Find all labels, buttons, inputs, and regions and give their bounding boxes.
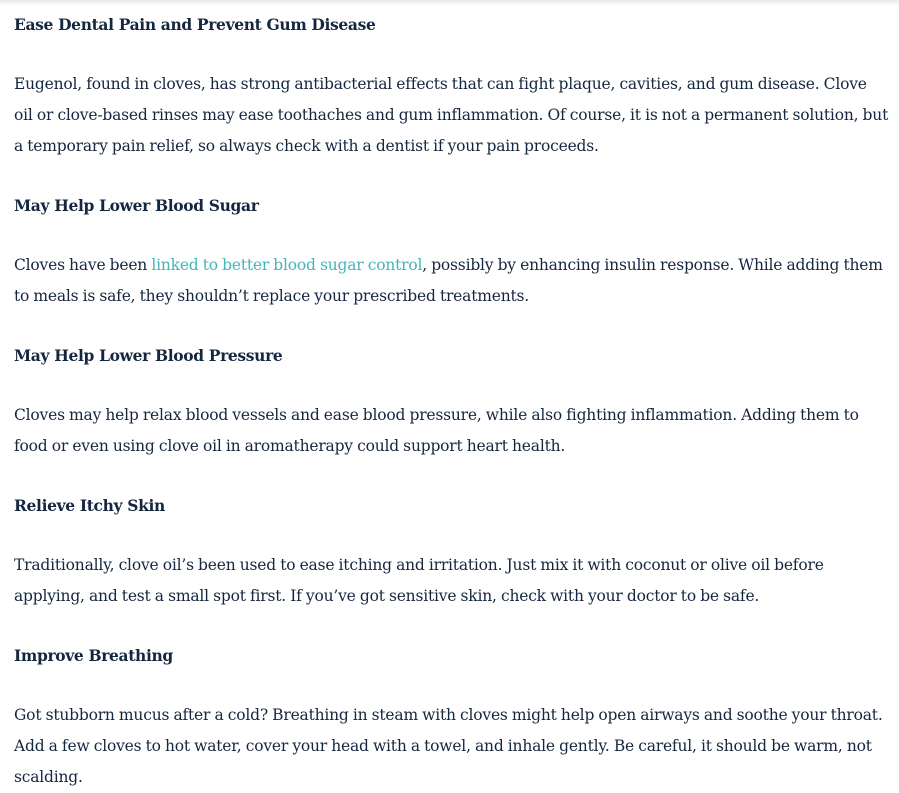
blood-sugar-study-link[interactable]: linked to better blood sugar control xyxy=(151,256,423,274)
section-paragraph: Eugenol, found in cloves, has strong antibacterial effects that can fight plaque, cavities, and gum disease. Clove oil or clove-based rinses may ease toothaches and gum inflammation. Of course, it is not a permanent solution, but a temporary pain relief, so always check with a dentist if your pain proceeds. xyxy=(14,75,889,155)
section-heading: May Help Lower Blood Sugar xyxy=(14,196,259,215)
section-blood-pressure xyxy=(14,344,889,462)
section-paragraph xyxy=(14,250,889,312)
section-paragraph: Cloves may help relax blood vessels and ease blood pressure, while also fighting inflammation. Adding them to food or even using clove oil in aromatherapy could support heart health. xyxy=(14,406,859,455)
top-shadow xyxy=(0,0,899,6)
section-heading: Relieve Itchy Skin xyxy=(14,496,165,515)
section-heading: May Help Lower Blood Pressure xyxy=(14,346,283,365)
paragraph-text-after-link: , possibly by enhancing insulin response. While adding them to meals is safe, they shouldn’t replace your prescribed treatments. xyxy=(14,256,883,305)
section-heading: Improve Breathing xyxy=(14,646,173,665)
section-blood-sugar xyxy=(14,194,889,312)
paragraph-text-before-link: Cloves have been xyxy=(14,256,152,274)
section-itchy-skin xyxy=(14,494,889,612)
section-heading: Ease Dental Pain and Prevent Gum Disease xyxy=(14,15,376,34)
section-dental-pain xyxy=(14,13,889,162)
section-paragraph: Got stubborn mucus after a cold? Breathing in steam with cloves might help open airways and soothe your throat. Add a few cloves to hot water, cover your head with a towel, and inhale gently. Be careful, it should be warm, not scalding. xyxy=(14,706,883,786)
article-content xyxy=(14,13,889,793)
section-breathing xyxy=(14,644,889,793)
section-paragraph: Traditionally, clove oil’s been used to ease itching and irritation. Just mix it with coconut or olive oil before applying, and test a small spot first. If you’ve got sensitive skin, check with your doctor to be safe. xyxy=(14,556,824,605)
